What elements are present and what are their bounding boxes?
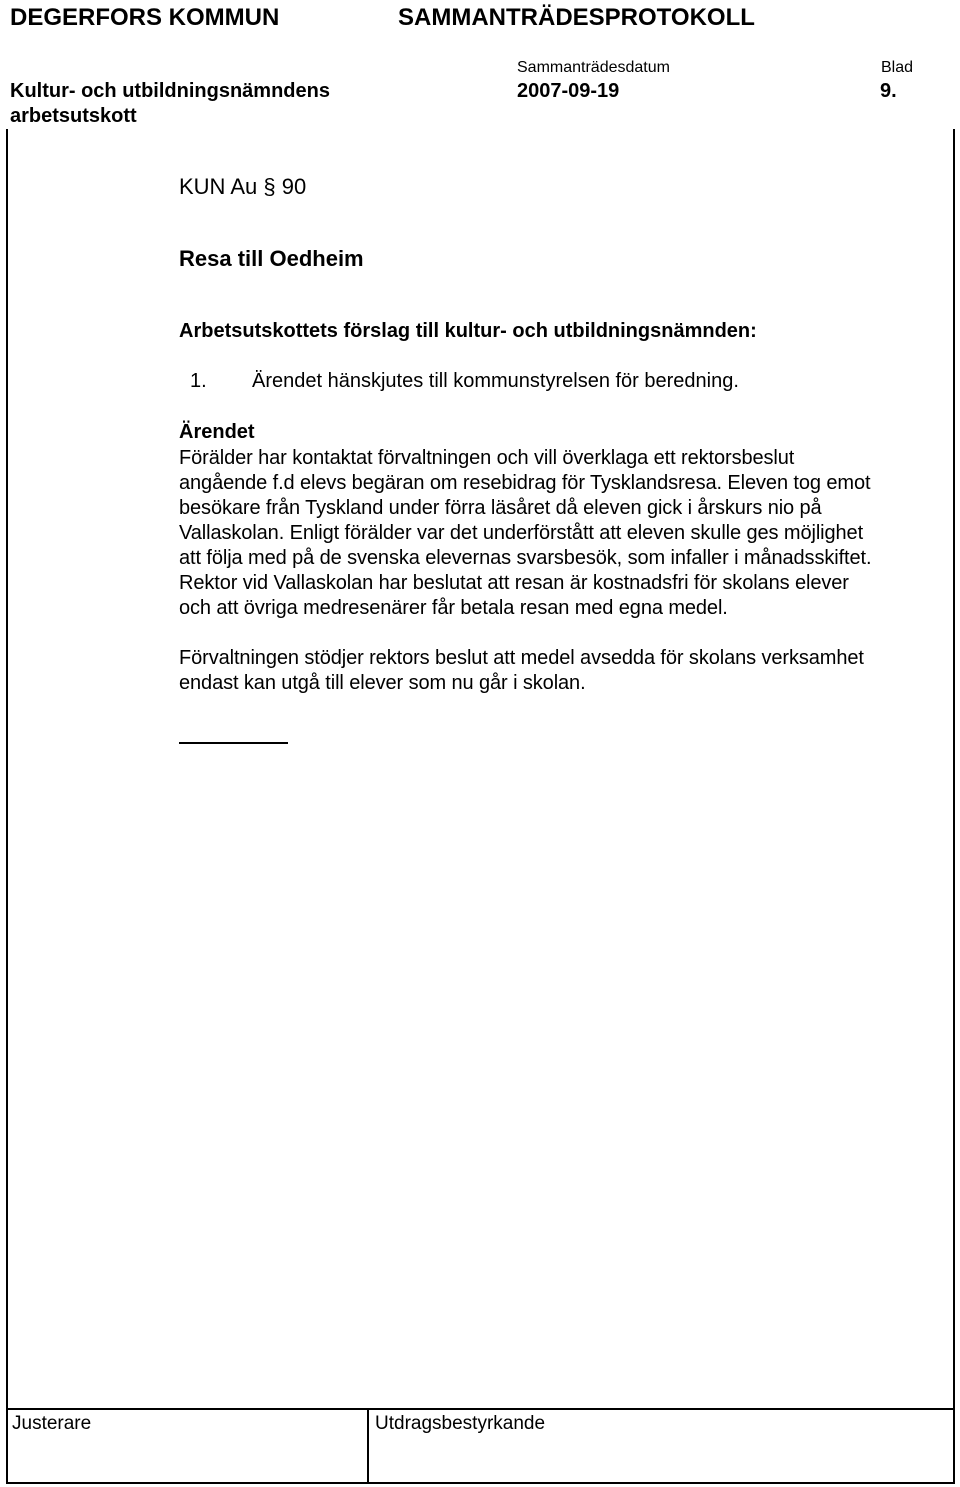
committee-name-line1: Kultur- och utbildningsnämndens bbox=[10, 80, 330, 102]
proposal-heading: Arbetsutskottets förslag till kultur- och utbildningsnämnden: bbox=[179, 320, 757, 342]
meeting-date-value: 2007-09-19 bbox=[517, 80, 620, 102]
organization-name: DEGERFORS KOMMUN bbox=[10, 4, 280, 31]
proposal-item-number: 1. bbox=[190, 370, 207, 392]
paragraph-line: besökare från Tyskland under förra läsåret då eleven gick i årskurs nio på bbox=[179, 497, 822, 519]
committee-name-line2: arbetsutskott bbox=[10, 105, 137, 127]
end-of-section-rule bbox=[179, 742, 288, 744]
signature-label-certification: Utdragsbestyrkande bbox=[375, 1413, 546, 1434]
paragraph-line: att följa med på de svenska elevernas svarsbesök, som infaller i månadsskiftet. bbox=[179, 547, 872, 569]
proposal-item-text: Ärendet hänskjutes till kommunstyrelsen för beredning. bbox=[252, 370, 739, 392]
meeting-date-label: Sammanträdesdatum bbox=[517, 59, 670, 76]
matter-heading: Ärendet bbox=[179, 421, 255, 443]
proposal-item bbox=[179, 370, 739, 393]
page-number: 9. bbox=[880, 80, 897, 102]
paragraph-line: och att övriga medresenärer får betala resan med egna medel. bbox=[179, 597, 728, 619]
paragraph-line: endast kan utgå till elever som nu går i skolan. bbox=[179, 672, 586, 694]
matter-paragraph-1 bbox=[179, 446, 949, 621]
paragraph-line: angående f.d elevs begäran om resebidrag för Tysklandsresa. Eleven tog emot bbox=[179, 472, 871, 494]
case-number: KUN Au § 90 bbox=[179, 174, 307, 199]
frame-left-border bbox=[6, 129, 8, 1484]
paragraph-line: Rektor vid Vallaskolan har beslutat att resan är kostnadsfri för skolans elever bbox=[179, 572, 849, 594]
paragraph-line: Förvaltningen stödjer rektors beslut att medel avsedda för skolans verksamhet bbox=[179, 647, 864, 669]
page-label: Blad bbox=[881, 59, 914, 76]
frame-right-border bbox=[953, 129, 955, 1484]
signature-box-divider bbox=[367, 1408, 369, 1484]
paragraph-line: Vallaskolan. Enligt förälder var det underförstått att eleven skulle ges möjlighet bbox=[179, 522, 864, 544]
matter-paragraph-2 bbox=[179, 646, 949, 696]
frame-bottom-border bbox=[6, 1482, 955, 1484]
signature-box-top-border bbox=[6, 1408, 955, 1410]
case-title: Resa till Oedheim bbox=[179, 246, 364, 271]
signature-label-adjuster: Justerare bbox=[12, 1413, 92, 1434]
paragraph-line: Förälder har kontaktat förvaltningen och vill överklaga ett rektorsbeslut bbox=[179, 447, 795, 469]
document-type: SAMMANTRÄDESPROTOKOLL bbox=[398, 4, 755, 31]
